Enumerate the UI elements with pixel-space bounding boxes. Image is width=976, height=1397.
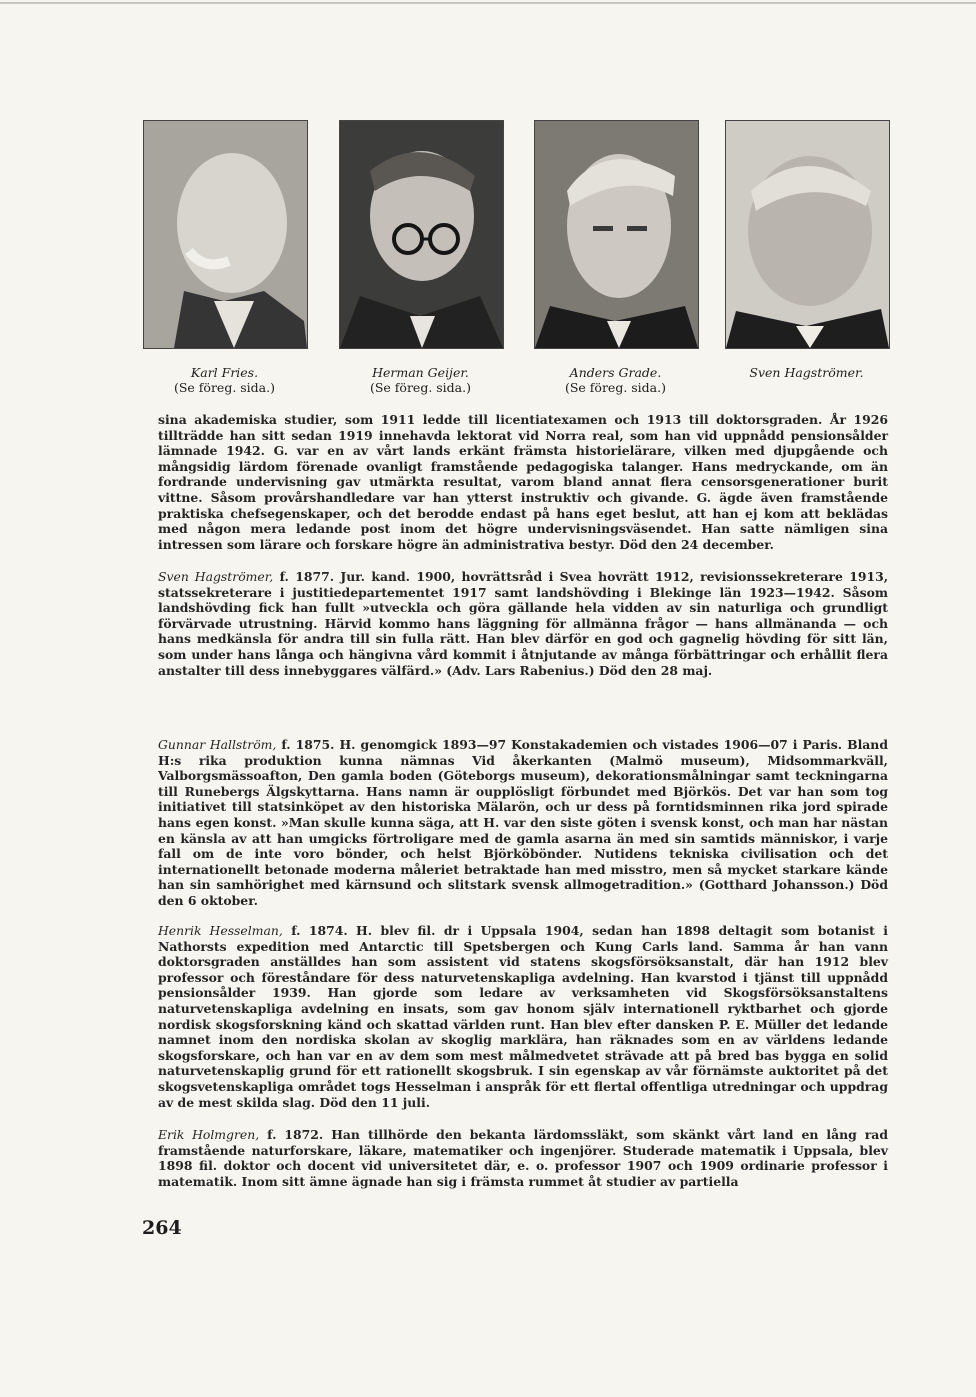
entry-text: f. 1874. H. blev fil. dr i Uppsala 1904, sedan han 1898 deltagit som botanist i Nathorsts expedition med Antarctic till Spetsbergen och Kung Carls land. Samma år han vann doktorsgraden anställdes han som assistent vid statens skogsförsöksanstalt, där han 1912 blev professor och föreståndare för dess naturvetenskapliga avdelning. Han kvarstod i tjänst till uppnådd pensionsålder 1939. Han gjorde som ledare av verksamheten vid Skogsförsöksanstaltens naturvetenskapliga avdelning en insats, som gav honom själv internationell ryktbarhet och gjorde nordisk skogsforskning känd och skattad världen runt. Han blev efter dansken P. E. Müller det ledande namnet inom den nordiska skolan av skoglig marklära, han räknades som en av världens ledande skogsforskare, och han var en av dem som mest målmedvetet strävade att på bred bas bygga en solid naturvetenskaplig grund för ett rationellt skogsbruk. I sin egenskap av vår förnämste auktoritet på det skogsvetenskapliga området togs Hesselman i anspråk för ett flertal offentliga utredningar och uppdrag av de mest skilda slag. Död den 11 juli. (158, 923, 888, 1110)
portrait-note: (Se föreg. sida.) (564, 380, 666, 395)
entry-hagstromer (158, 569, 888, 678)
entry-name: Sven Hagströmer, (158, 569, 274, 584)
entry-name: Henrik Hesselman, (158, 923, 283, 938)
portrait-fries (143, 120, 306, 395)
portrait-grade (534, 120, 697, 395)
entry-holmgren (158, 1127, 888, 1189)
portrait-name: Sven Hagströmer. (749, 365, 864, 380)
paragraph-continuation (158, 412, 888, 552)
page-number: 264 (142, 1217, 182, 1239)
portrait-name: Anders Grade. (569, 365, 662, 380)
photo-geijer (339, 120, 504, 349)
portrait-hagstromer (725, 120, 888, 380)
photo-hagstromer (725, 120, 890, 349)
entry-name: Gunnar Hallström, (158, 737, 277, 752)
portrait-geijer (339, 120, 502, 395)
portrait-name: Herman Geijer. (372, 365, 469, 380)
portrait-note: (Se föreg. sida.) (369, 380, 471, 395)
photo-fries (143, 120, 308, 349)
portrait-name: Karl Fries. (190, 365, 259, 380)
paragraph-text: sina akademiska studier, som 1911 ledde till licentiatexamen och 1913 till doktorsgraden. År 1926 tillträdde han sitt sedan 1919 innehavda lektorat vid Norra real, som han vid uppnådd pensionsålder lämnade 1942. G. var en av vårt lands erkänt främsta historielärare, vilken med djupgående och mångsidig lärdom förenade ovanligt framstående pedagogiska talanger. Hans medryckande, om än fordrande undervisning gav utmärkta resultat, varom bland annat flera censorsgenerationer burit vittne. Såsom provårshandledare var han ytterst instruktiv och givande. G. ägde även framstående praktiska chefsegenskaper, och det berodde endast på hans eget beslut, att han ej kom att beklädas med någon mera ledande post inom det högre undervisningsväsendet. Han satte nämligen sina intressen som lärare och forskare högre än administrativa bestyr. Död den 24 december. (158, 412, 888, 552)
entry-name: Erik Holmgren, (158, 1127, 260, 1142)
photo-grade (534, 120, 699, 349)
entry-hesselman (158, 923, 888, 1110)
portrait-note: (Se föreg. sida.) (173, 380, 275, 395)
portrait-row (143, 120, 891, 395)
entry-text: f. 1877. Jur. kand. 1900, hovrättsråd i Svea hovrätt 1912, revisionssekreterare 1913, statssekreterare i justitiedepartementet 1917 samt landshövding i Blekinge län 1923—1942. Såsom landshövding fick han fullt »utveckla och göra gällande hela vidden av sin naturliga och grundligt förvärvade utrustning. Härvid kommo hans läggning för allmänna frågor — hans allmänanda — och hans medkänsla för andra till sin fulla rätt. Han blev därför en god och gagnelig hövding för sitt län, som under hans långa och hängivna vård kommit i åtnjutande av många förbättringar och erhållit flera anstalter till dess innebyggares välfärd.» (Adv. Lars Rabenius.) Död den 28 maj. (158, 569, 889, 678)
entry-hallstrom (158, 737, 888, 909)
top-border (0, 2, 976, 4)
entry-text: f. 1875. H. genomgick 1893—97 Konstakademien och vistades 1906—07 i Paris. Bland H:s rika produktion kunna nämnas Vid åkerkanten (Malmö museum), Midsommarkväll, Valborgsmässoafton, Den gamla boden (Göteborgs museum), dekorationsmålningar samt teckningarna till Runebergs Älgskyttarna. Hans namn är oupplösligt förbundet med Björkös. Det var han som tog initiativet till statsinköpet av den historiska Mälarön, och ur dess på forntidsminnen rika jord spirade hans egen konst. »Man skulle kunna säga, att H. var den siste göten i svensk konst, och man har nästan en känsla av att han umgicks förtroligare med de gamla asarna än med sin samtids människor, i varje fall om de inte voro bönder, och helst Björköbönder. Nutidens tekniska civilisation och det internationellt betonade moderna måleriet betraktade han med misstro, men så mycket starkare kände han sin samhörighet med kärnsund och slitstark svensk allmogetradition.» (Gotthard Johansson.) Död den 6 oktober. (158, 737, 888, 908)
entry-text: f. 1872. Han tillhörde den bekanta lärdomssläkt, som skänkt vårt land en lång rad framstående naturforskare, läkare, matematiker och ingenjörer. Studerade matematik i Uppsala, blev 1898 fil. doktor och docent vid universitetet där, e. o. professor 1907 och 1909 ordinarie professor i matematik. Inom sitt ämne ägnade han sig i främsta rummet åt studier av partiella (158, 1127, 888, 1189)
